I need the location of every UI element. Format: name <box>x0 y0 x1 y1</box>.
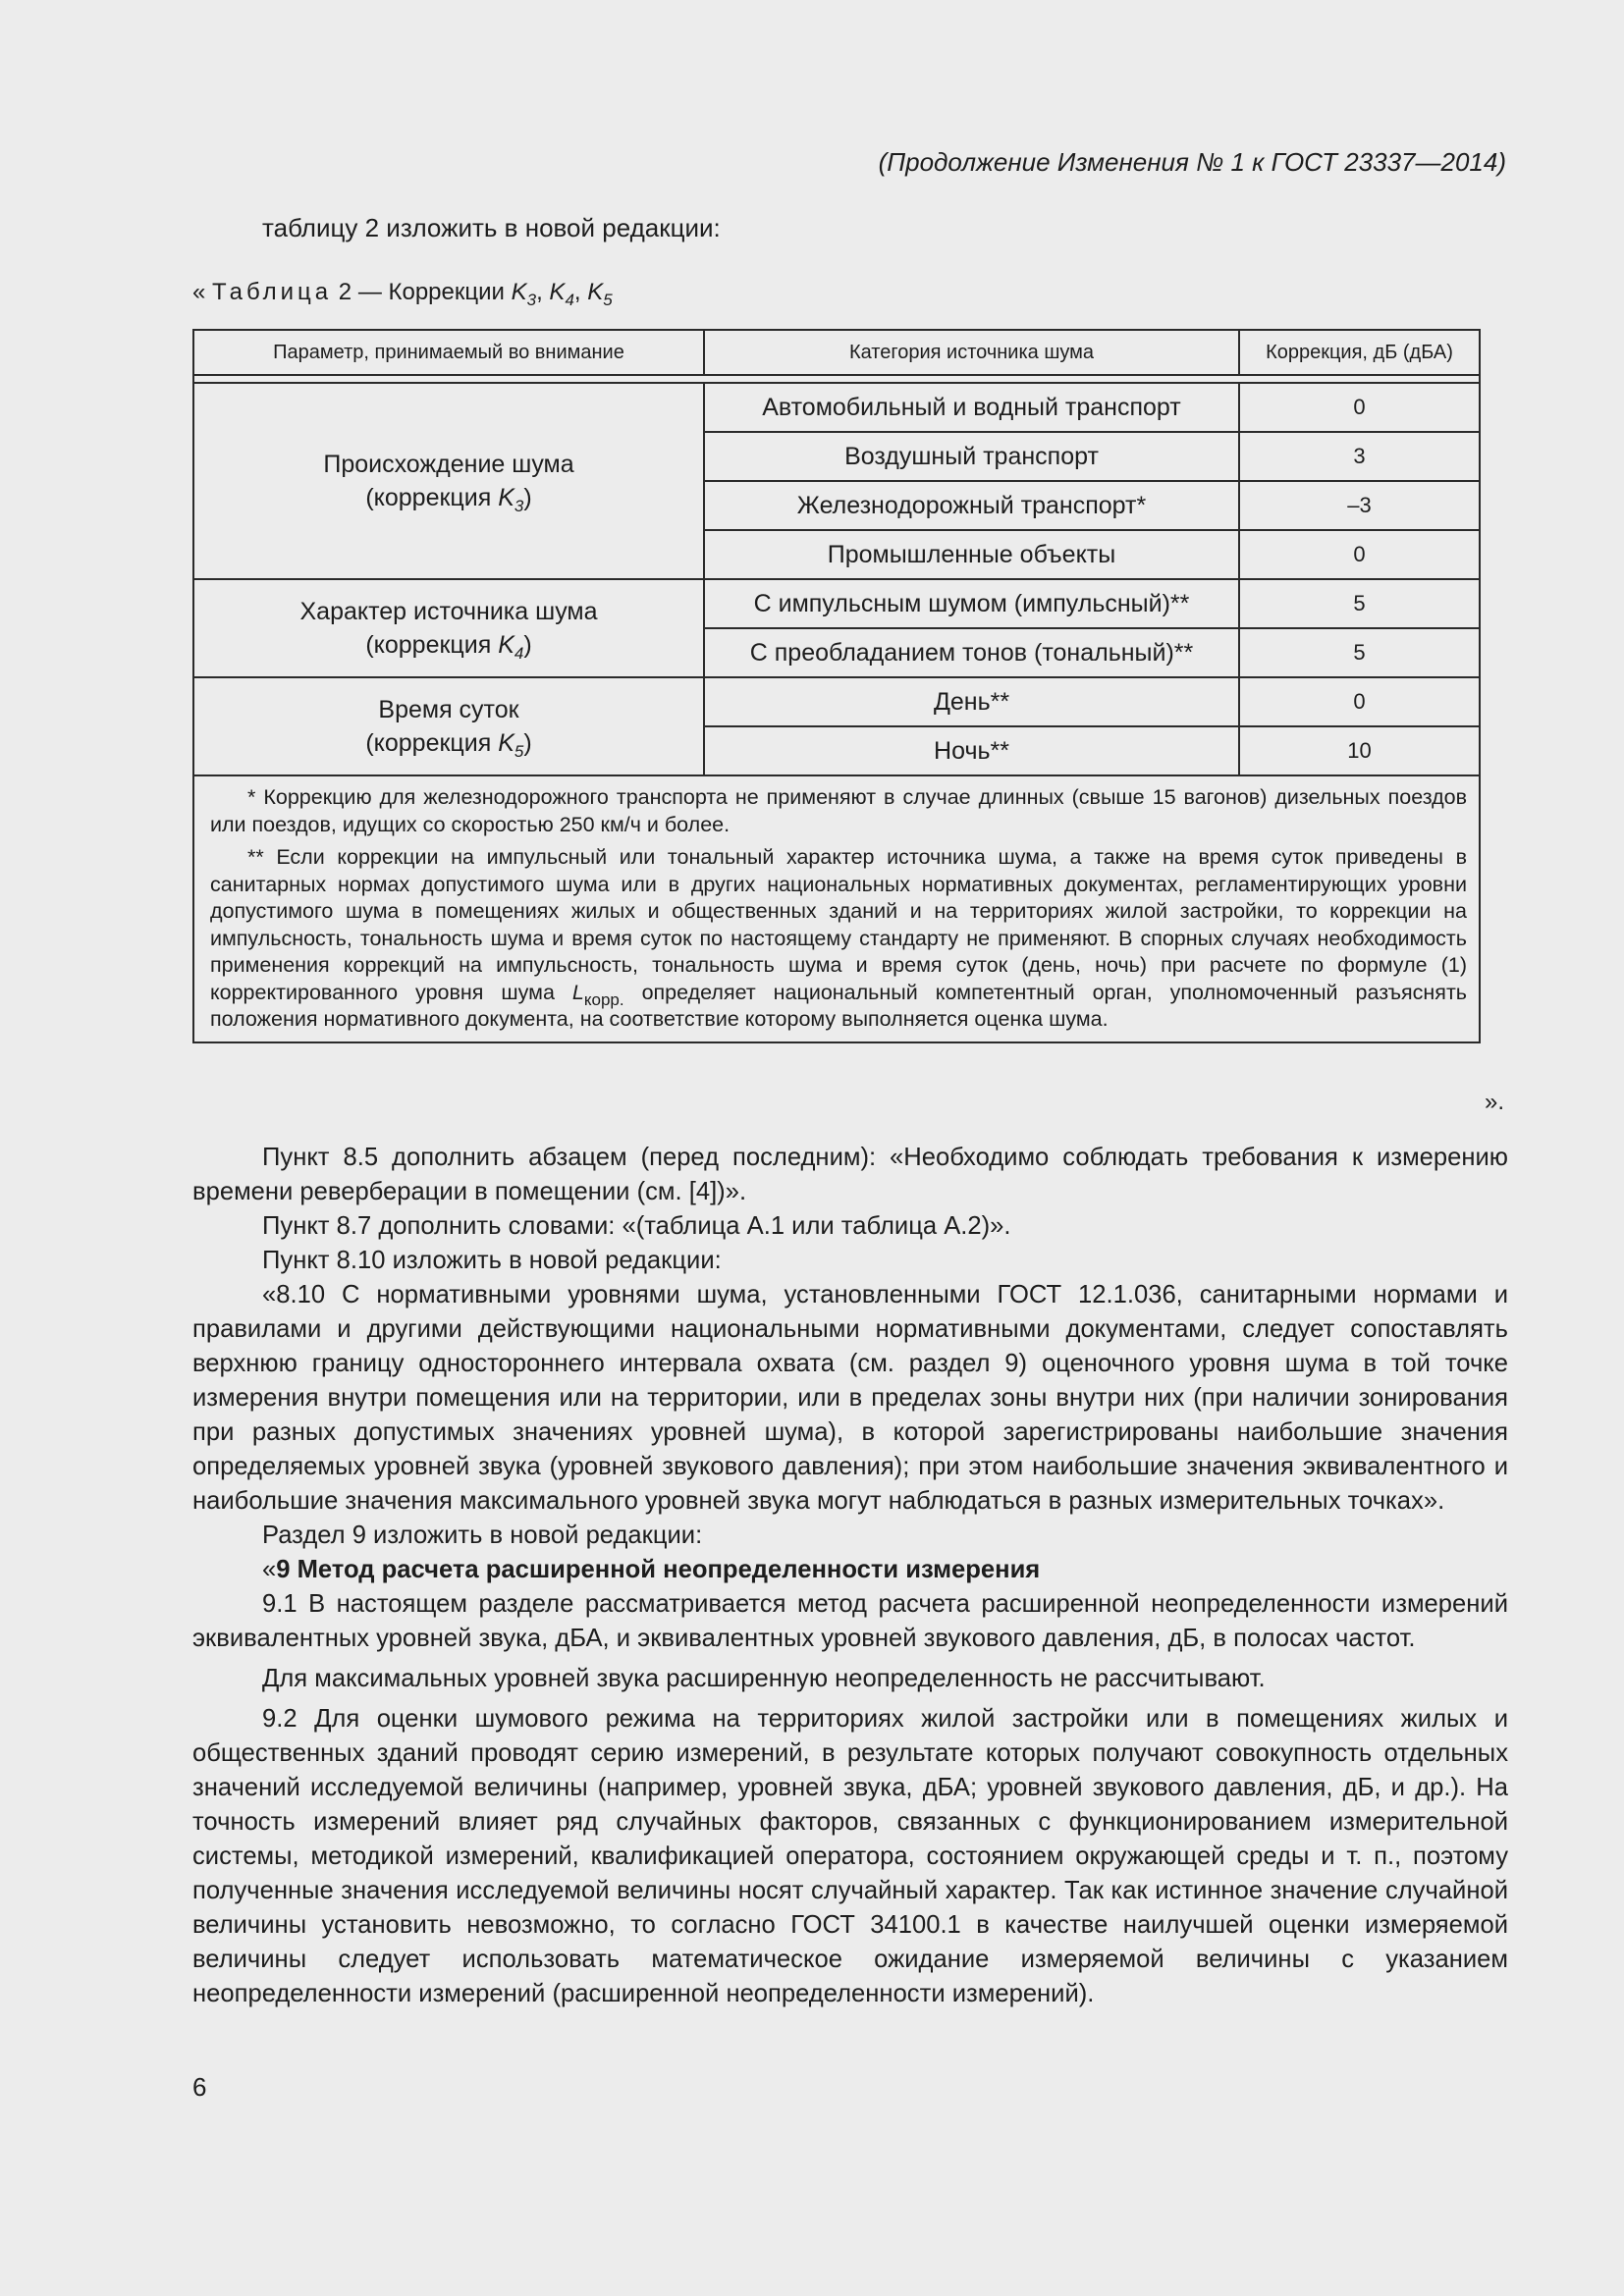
caption-rest: 2 — Коррекции <box>332 279 512 305</box>
col-header-category: Категория источника шума <box>704 330 1239 375</box>
param-time: Время суток (коррекция $K_5$) <box>193 677 704 775</box>
value-cell: 0 <box>1239 677 1480 726</box>
table-header-row <box>193 330 1480 375</box>
paragraph: Пункт 8.5 дополнить абзацем (перед последним): «Необходимо соблюдать требования к измерению времени реверберации в помещении (см. [4])». <box>192 1144 1508 1205</box>
paragraph: Раздел 9 изложить в новой редакции: <box>262 1522 703 1549</box>
note-2: ** Если коррекции на импульсный или тональный характер источника шума, а также на время суток приведены в санитарных нормах допустимого шума или в других национальных нормативных документах, регламентирующих уровни допустимого шума в помещениях жилых и общественных зданий и на территориях жилой застройки, то коррекции на импульсность, тональность шума и время суток по настоящему стандарту не применяют. В спорных случаях необходимость применения коррекций на импульсность, тональность шума и время суток (день, ночь) при расчете по формуле (1) корректированного уровня шума $L_{корр.}$ определяет национальный компетентный орган, уполномоченный разъяснять положения нормативного документа, на соответствие которому выполняется оценка шума. <box>210 845 1468 1031</box>
param-origin: Происхождение шума (коррекция $K_3$) <box>193 383 704 579</box>
category-cell: С преобладанием тонов (тональный)** <box>704 628 1239 677</box>
category-cell: Промышленные объекты <box>704 530 1239 579</box>
value-cell: 10 <box>1239 726 1480 775</box>
paragraph: Пункт 8.10 изложить в новой редакции: <box>262 1247 722 1274</box>
table-row <box>193 579 1480 628</box>
corrections-table <box>192 329 1481 1043</box>
paragraph: «8.10 С нормативными уровнями шума, установленными ГОСТ 12.1.036, санитарными нормами и правилами и другими действующими национальными нормативными документами, следует сопоставлять верхнюю границу одностороннего интервала охвата (см. раздел 9) оценочного уровня шума в той точке измерения внутри помещения или на территории, или в пределах зоны внутри них (при наличии зонирования при разных допустимых значениях уровней шума), в которой зарегистрированы наибольшие значения определяемых уровней звука (уровней звукового давления); при этом наибольшие значения эквивалентного и наибольшие значения максимального уровней звука могут наблюдаться в разных измерительных точках». <box>192 1281 1508 1515</box>
value-cell: 5 <box>1239 579 1480 628</box>
value-cell: 0 <box>1239 383 1480 432</box>
value-cell: 3 <box>1239 432 1480 481</box>
col-header-param: Параметр, принимаемый во внимание <box>193 330 704 375</box>
caption-k5: $K_5$ <box>587 279 613 309</box>
note-1: * Коррекцию для железнодорожного транспорта не применяют в случае длинных (свыше 15 вагонов) дизельных поездов или поездов, идущих со скоростью 250 км/ч и более. <box>210 785 1467 836</box>
table-row <box>193 677 1480 726</box>
value-cell: 5 <box>1239 628 1480 677</box>
header-separator <box>193 375 1480 383</box>
value-cell: –3 <box>1239 481 1480 530</box>
caption-k4: $K_4$ <box>549 279 574 309</box>
table-notes <box>193 775 1480 1042</box>
table-notes-row <box>193 775 1480 1042</box>
value-cell: 0 <box>1239 530 1480 579</box>
param-character: Характер источника шума (коррекция $K_4$) <box>193 579 704 677</box>
table-caption: « Таблица 2 — Коррекции $K_3$, $K_4$, $K_5$ <box>192 279 613 309</box>
paragraph: Пункт 8.7 дополнить словами: «(таблица А.1 или таблица А.2)». <box>262 1212 1011 1240</box>
paragraph: 9.1 В настоящем разделе рассматривается метод расчета расширенной неопределенности измерений эквивалентных уровней звука, дБА, и эквивалентных уровней звукового давления, дБ, в полосах частот. <box>192 1590 1508 1652</box>
paragraph: 9.2 Для оценки шумового режима на территориях жилой застройки или в помещениях жилых и общественных зданий проводят серию измерений, в результате которых получают совокупность отдельных значений исследуемой величины (например, уровней звука, дБА; уровней звукового давления, дБ, и др.). На точность измерений влияет ряд случайных факторов, связанных с функционированием измерительной системы, методикой измерений, квалификацией оператора, состоянием окружающей среды и т. п., поэтому полученные значения исследуемой величины носят случайный характер. Так как истинное значение случайной величины установить невозможно, то согласно ГОСТ 34100.1 в качестве наилучшей оценки измеряемой величины следует использовать математическое ожидание измеряемой величины с указанием неопределенности измерений (расширенной неопределенности измерений). <box>192 1705 1508 2007</box>
caption-quote: « <box>192 279 206 305</box>
table-row <box>193 383 1480 432</box>
category-cell: Железнодорожный транспорт* <box>704 481 1239 530</box>
table-closing-quote: ». <box>1485 1089 1505 1115</box>
page-number: 6 <box>192 2072 207 2102</box>
caption-word: Таблица <box>212 279 333 305</box>
body-text <box>192 1141 1508 2011</box>
paragraph: Для максимальных уровней звука расширенную неопределенность не рассчитывают. <box>262 1665 1266 1692</box>
category-cell: Воздушный транспорт <box>704 432 1239 481</box>
caption-k3: $K_3$ <box>511 279 537 309</box>
col-header-correction: Коррекция, дБ (дБА) <box>1239 330 1480 375</box>
category-cell: С импульсным шумом (импульсный)** <box>704 579 1239 628</box>
category-cell: Ночь** <box>704 726 1239 775</box>
category-cell: Автомобильный и водный транспорт <box>704 383 1239 432</box>
intro-text: таблицу 2 изложить в новой редакции: <box>262 213 721 242</box>
category-cell: День** <box>704 677 1239 726</box>
section-heading: «9 Метод расчета расширенной неопределенности измерения <box>262 1556 1041 1583</box>
running-header: (Продолжение Изменения № 1 к ГОСТ 23337—2014) <box>878 147 1506 177</box>
